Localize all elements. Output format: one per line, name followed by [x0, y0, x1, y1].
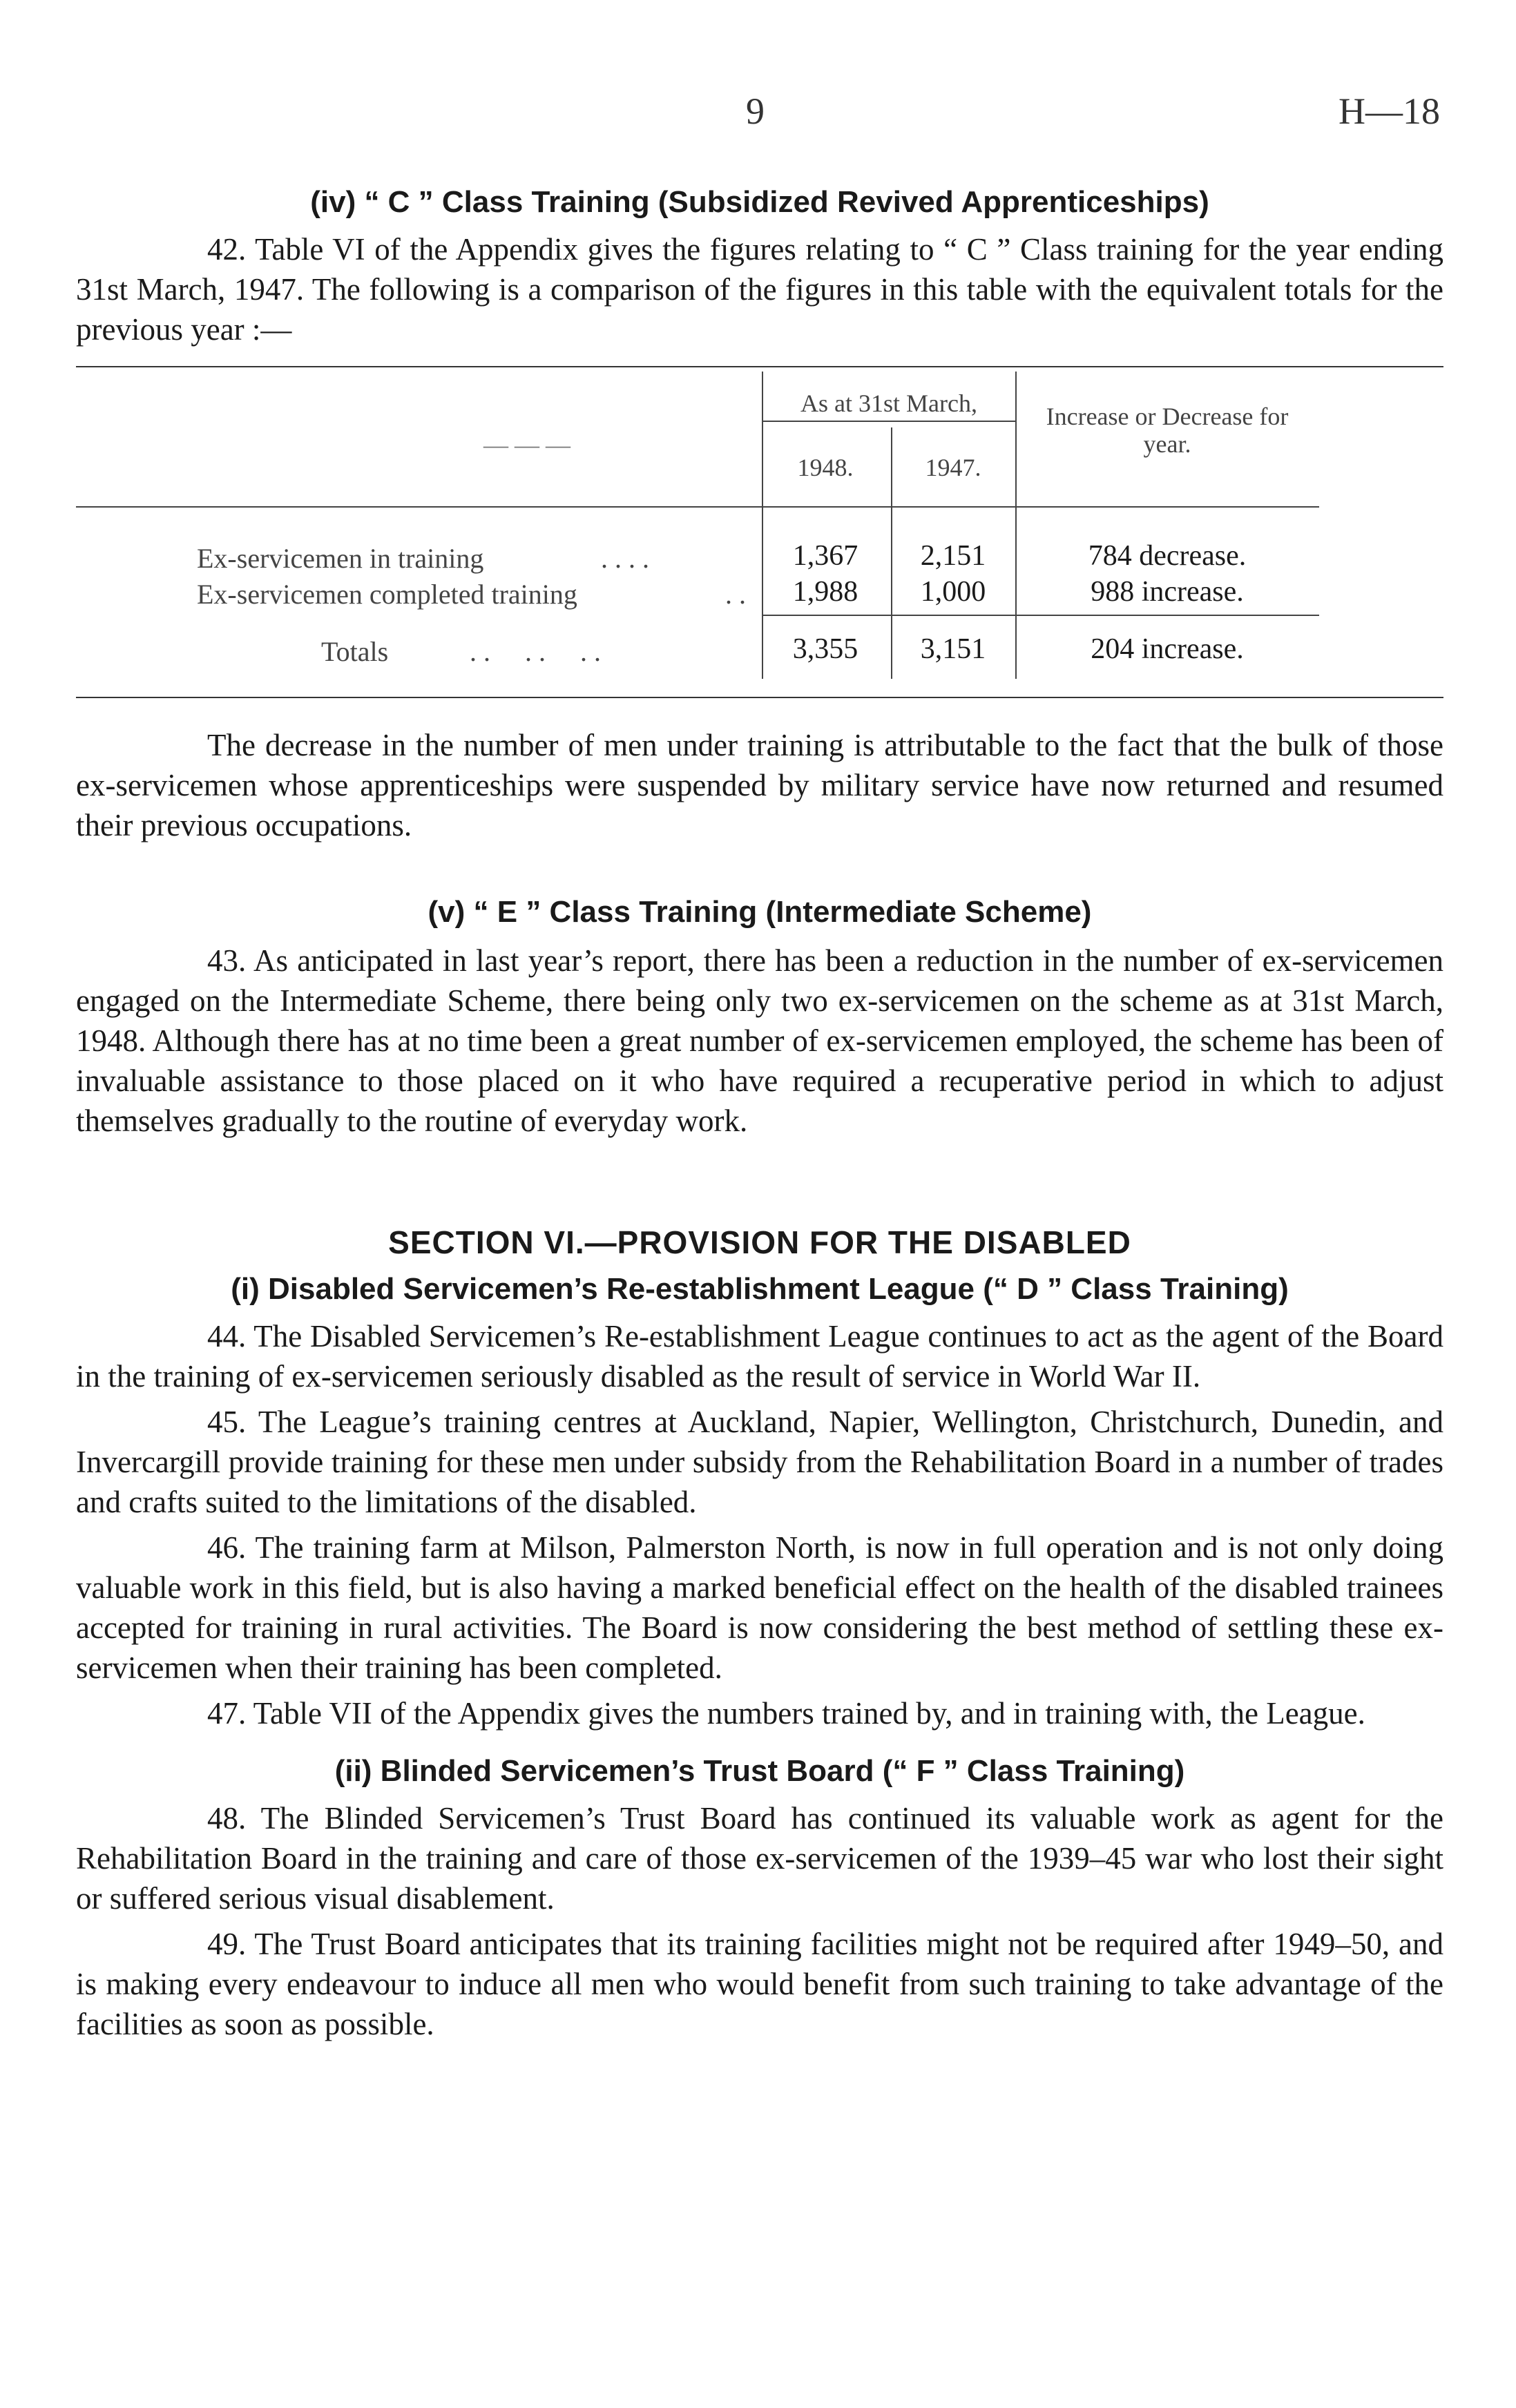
paragraph-decrease: The decrease in the number of men under training is attributable to the fact that the bulk of those ex-servicemen whose apprenticeships were suspended by military service have now returned and resumed their previous occupations. [76, 728, 1443, 842]
section-iv [76, 185, 1443, 349]
header-change: Increase or Decrease for year. [1046, 403, 1289, 458]
totals-1947: 3,151 [920, 633, 986, 665]
document-reference: H—18 [1339, 90, 1440, 132]
header-1948: 1948. [797, 454, 854, 481]
table-bottom-rule [76, 697, 1443, 698]
paragraph-45: 45. The League’s training centres at Auckland, Napier, Wellington, Christchurch, Dunedin, and Invercargill provide training for these men under subsidy from the Rehabilitation Board in a number of trades and crafts suited to the limitations of the disabled. [76, 1405, 1443, 1519]
value-1948: 1,367 [792, 540, 858, 572]
row-leaders: . . . . [601, 543, 649, 574]
table-top-rule [76, 366, 1443, 367]
paragraph-44: 44. The Disabled Servicemen’s Re-establishment League continues to act as the agent of the Board in the training of ex-servicemen seriously disabled as the result of service in World War II. [76, 1319, 1443, 1394]
value-1947: 1,000 [920, 576, 986, 608]
row-leaders: . . [725, 579, 746, 610]
section-iv-heading: (iv) “ C ” Class Training (Subsidized Revived Apprenticeships) [310, 185, 1209, 219]
totals-leaders: . . . . . . [470, 636, 601, 667]
header-as-at: As at 31st March, [800, 389, 977, 417]
subsection-ii-heading: (ii) Blinded Servicemen’s Trust Board (“ F ” Class Training) [334, 1754, 1185, 1788]
comparison-table [76, 361, 1443, 700]
header-1947: 1947. [925, 454, 981, 481]
totals-change: 204 increase. [1091, 633, 1244, 665]
paragraph-48: 48. The Blinded Servicemen’s Trust Board has continued its valuable work as agent for the Rehabilitation Board in the training and care of those ex-servicemen of the 1939–45 war who lost their sight or suffered serious visual disablement. [76, 1801, 1443, 1916]
paragraph-46: 46. The training farm at Milson, Palmerston North, is now in full operation and is not only doing valuable work in this field, but is also having a marked beneficial effect on the health of the disabled trainees accepted for training in rural activities. The Board is now considering the best method of settling these ex-servicemen when their training has been completed. [76, 1530, 1443, 1685]
paragraph-49: 49. The Trust Board anticipates that its training facilities might not be required after 1949–50, and is making every endeavour to induce all men who would benefit from such training to take advantage of the facilities as soon as possible. [76, 1927, 1443, 2041]
value-1947: 2,151 [920, 540, 986, 572]
empty-header-dash: — — — [483, 431, 570, 459]
section-vi-title: SECTION VI.—PROVISION FOR THE DISABLED [388, 1224, 1131, 1260]
section-v [76, 895, 1443, 1141]
section-v-heading: (v) “ E ” Class Training (Intermediate Scheme) [428, 895, 1092, 929]
subsection-i-heading: (i) Disabled Servicemen’s Re-establishment League (“ D ” Class Training) [231, 1272, 1289, 1306]
row-label: Ex-servicemen completed training [197, 579, 577, 610]
value-change: 784 decrease. [1088, 540, 1247, 572]
row-label: Ex-servicemen in training [197, 543, 484, 574]
section-vi [76, 1224, 1443, 2044]
paragraph-42: 42. Table VI of the Appendix gives the figures relating to “ C ” Class training for the year ending 31st March, 1947. The following is a comparison of the figures in this table with the equivalent totals for the previous year :— [76, 232, 1443, 347]
totals-1948: 3,355 [792, 633, 858, 665]
paragraph-43: 43. As anticipated in last year’s report, there has been a reduction in the number of ex-servicemen engaged on the Intermediate Scheme, there being only two ex-servicemen on the scheme as at 31st March, 1948. Although there has at no time been a great number of ex-servicemen employed, the scheme has been of invaluable assistance to those placed on it who have required a recuperative period in which to adjust themselves gradually to the routine of everyday work. [76, 943, 1443, 1138]
value-change: 988 increase. [1091, 576, 1244, 608]
value-1948: 1,988 [792, 576, 858, 608]
page-number: 9 [746, 90, 765, 132]
section-iv-conclusion [76, 725, 1443, 845]
paragraph-47: 47. Table VII of the Appendix gives the numbers trained by, and in training with, the League. [207, 1696, 1365, 1731]
totals-label: Totals [321, 636, 389, 667]
